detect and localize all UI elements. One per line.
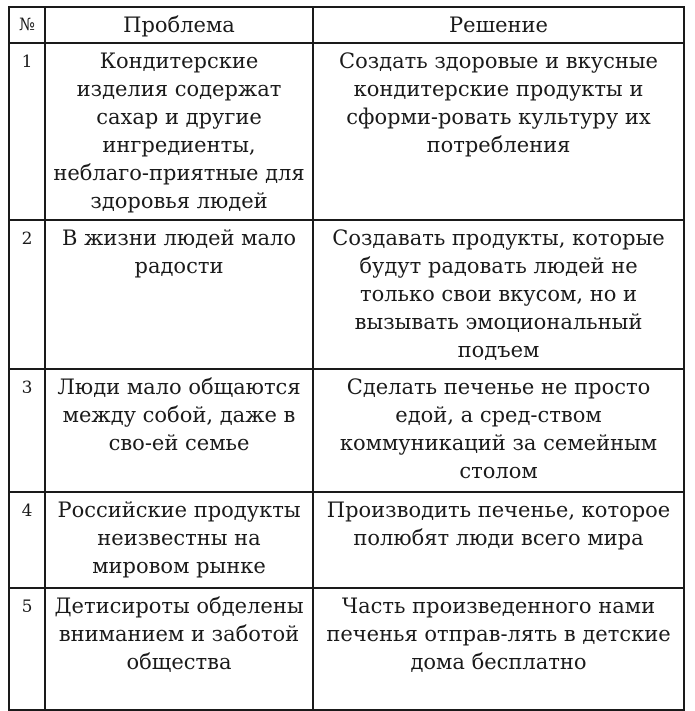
table-header-row xyxy=(9,7,684,43)
header-problem: Проблема xyxy=(45,7,313,43)
row-number: 5 xyxy=(9,588,45,710)
solution-cell: Производить печенье, которое полюбят люди всего мира xyxy=(313,492,684,588)
table-row xyxy=(9,220,684,369)
solution-cell: Создавать продукты, которые будут радовать людей не только свои вкусом, но и вызывать эмоциональный подъем xyxy=(313,220,684,369)
row-number: 2 xyxy=(9,220,45,369)
table-row xyxy=(9,43,684,220)
row-number: 4 xyxy=(9,492,45,588)
table-row xyxy=(9,369,684,492)
problem-solution-table xyxy=(8,6,685,711)
problem-cell: В жизни людей мало радости xyxy=(45,220,313,369)
header-solution: Решение xyxy=(313,7,684,43)
solution-cell: Создать здоровые и вкусные кондитерские продукты и сформи-ровать культуру их потребления xyxy=(313,43,684,220)
row-number: 1 xyxy=(9,43,45,220)
problem-solution-table-wrapper xyxy=(8,6,685,686)
row-number: 3 xyxy=(9,369,45,492)
problem-cell: Детисироты обделены вниманием и заботой общества xyxy=(45,588,313,710)
problem-cell: Кондитерские изделия содержат сахар и другие ингредиенты, неблаго-приятные для здоровья людей xyxy=(45,43,313,220)
solution-cell: Часть произведенного нами печенья отправ-лять в детские дома бесплатно xyxy=(313,588,684,710)
problem-cell: Люди мало общаются между собой, даже в сво-ей семье xyxy=(45,369,313,492)
solution-cell: Сделать печенье не просто едой, а сред-ством коммуникаций за семейным столом xyxy=(313,369,684,492)
problem-cell: Российские продукты неизвестны на мировом рынке xyxy=(45,492,313,588)
table-row xyxy=(9,492,684,588)
header-number: № xyxy=(9,7,45,43)
